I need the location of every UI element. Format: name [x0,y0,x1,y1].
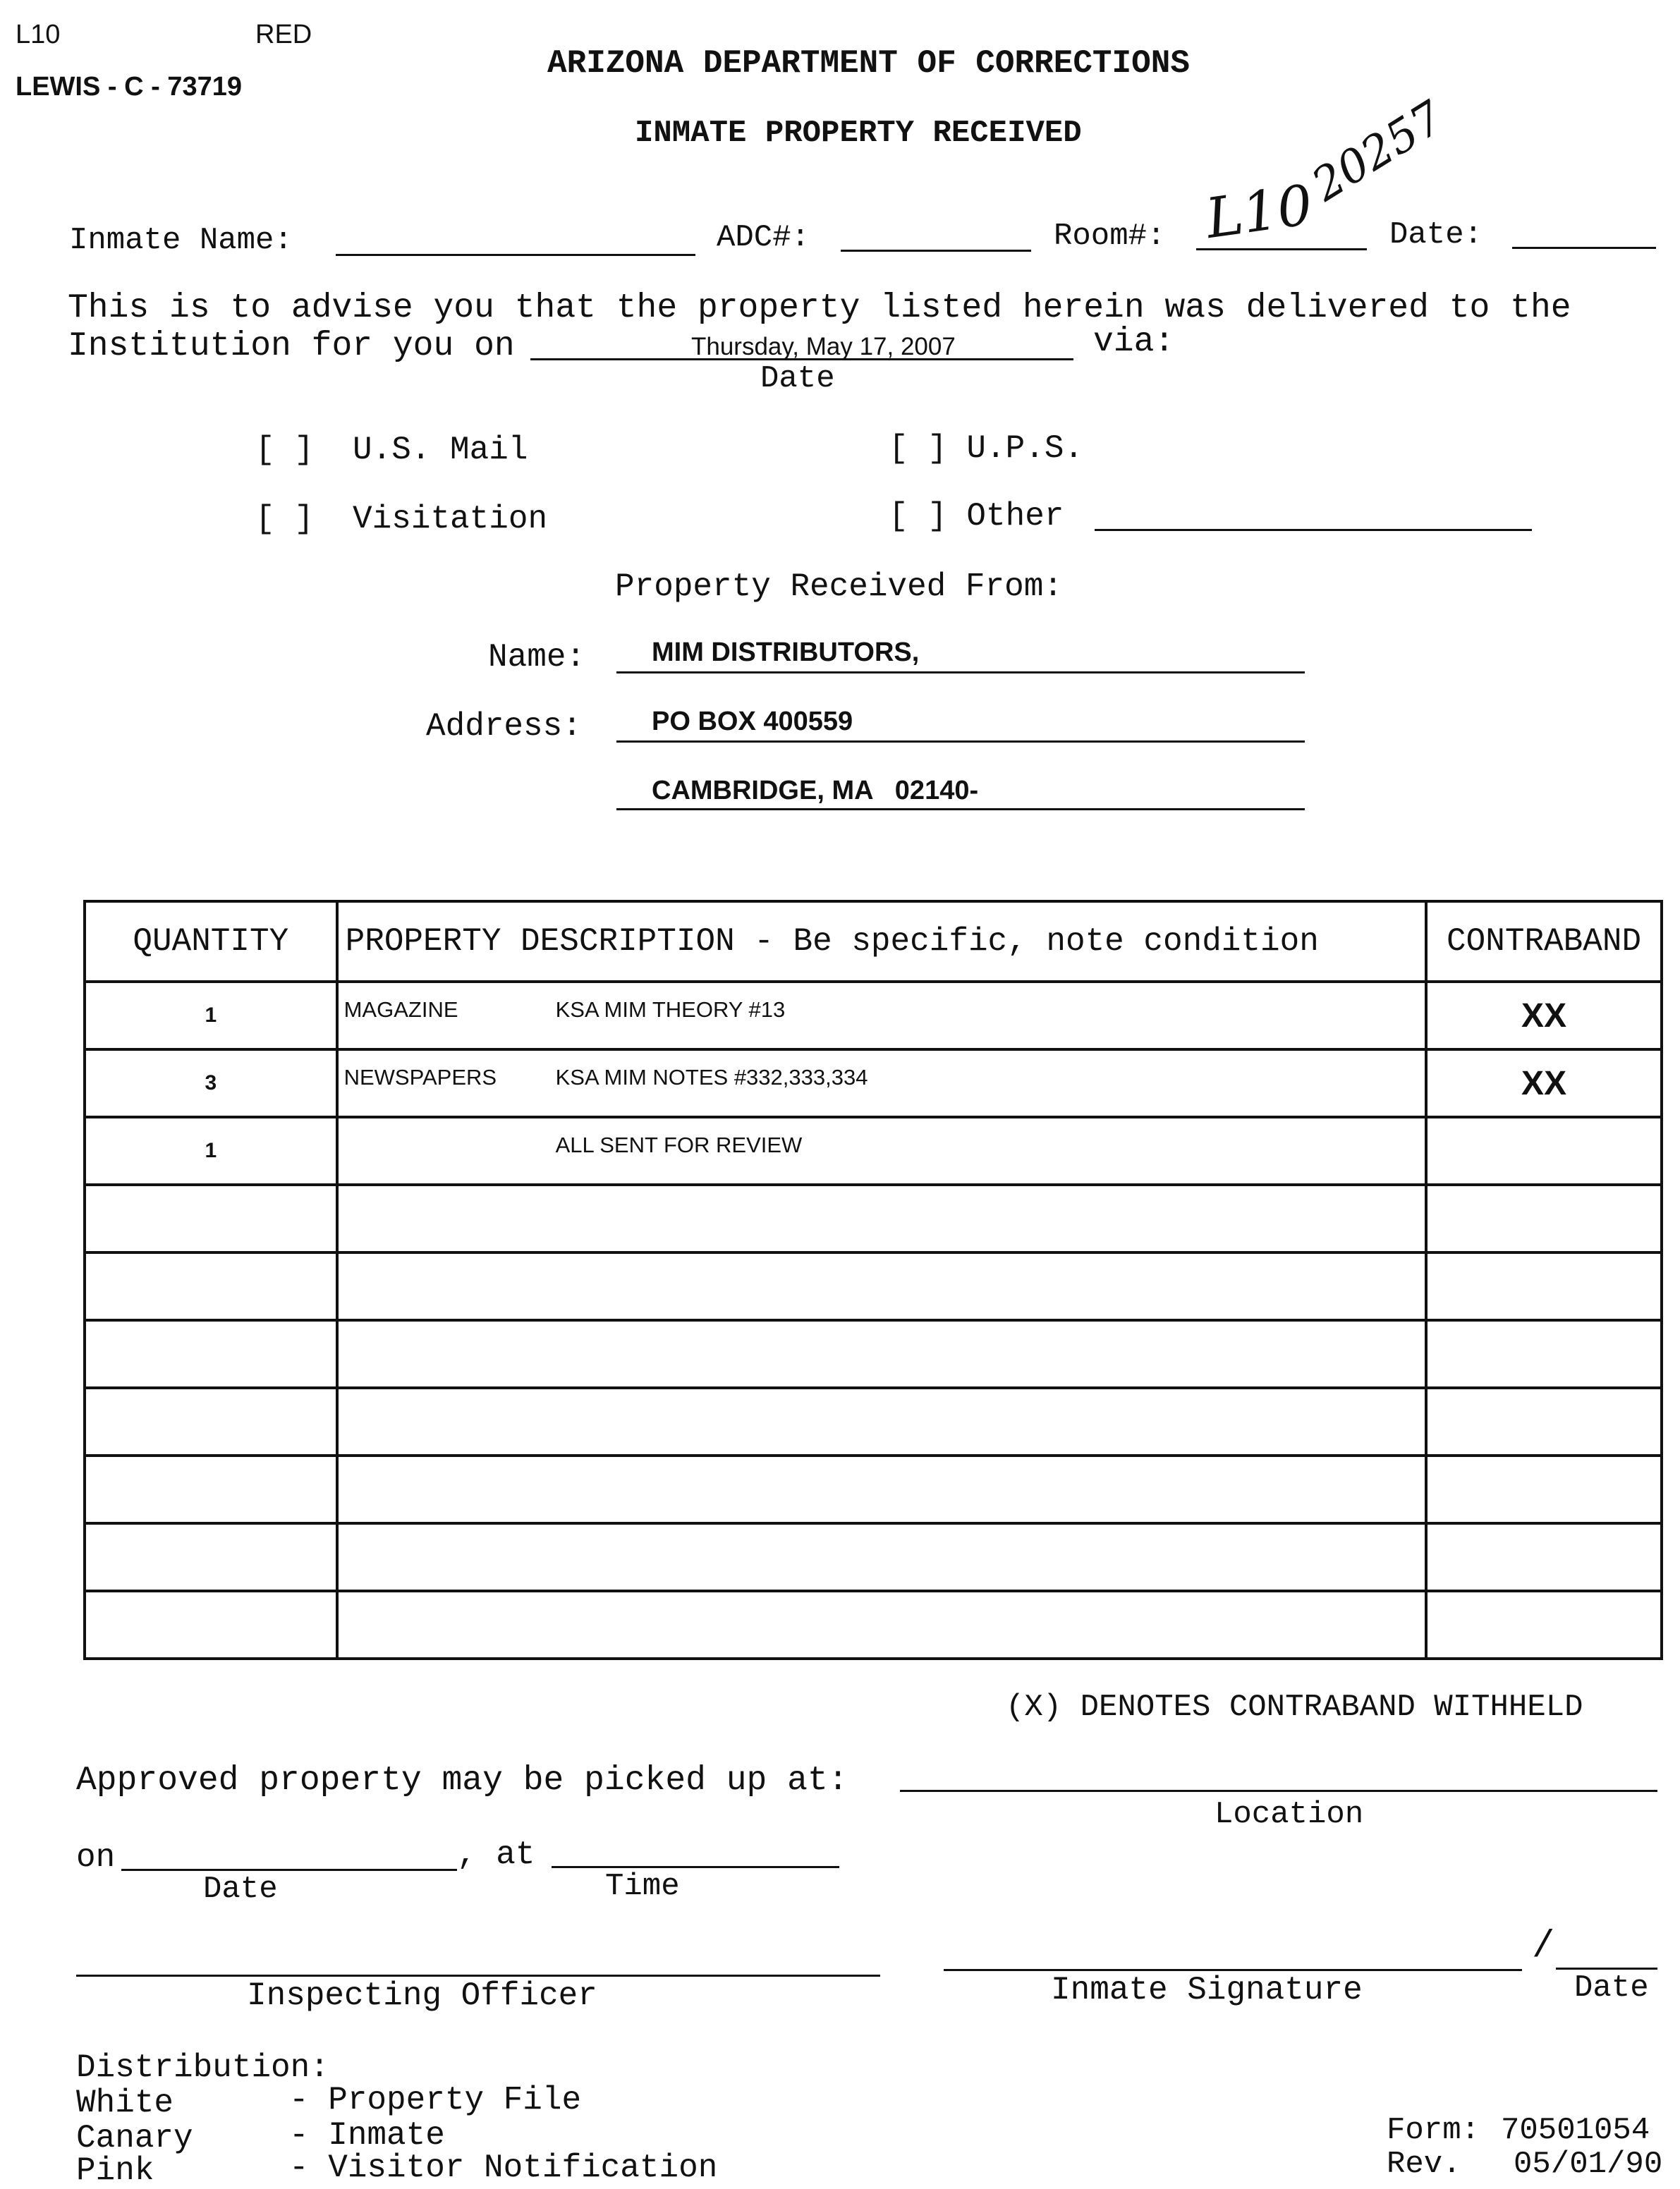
table-row [85,1117,1662,1185]
header-quantity: QUANTITY [85,901,337,982]
notice-line2-suffix: via: [1093,323,1175,361]
on-label: on [76,1839,116,1876]
pickup-time-caption: Time [605,1869,680,1904]
rev-date: 05/01/90 [1514,2147,1663,2182]
distribution-heading: Distribution: [76,2049,329,2086]
department-title: ARIZONA DEPARTMENT OF CORRECTIONS [547,45,1190,82]
checkbox-us-mail[interactable]: [ ] U.S. Mail [255,432,528,468]
header-description: PROPERTY DESCRIPTION - Be specific, note condition [337,901,1427,982]
room-handwritten: L10 [1202,173,1317,252]
distribution-copy: Canary [76,2120,193,2157]
checkbox-other[interactable]: [ ] Other [889,498,1064,535]
row-description: KSA MIM THEORY #13 [555,997,786,1022]
date-field[interactable] [1512,247,1656,249]
pickup-date-field[interactable] [121,1869,457,1871]
inmate-id-line: LEWIS - C - 73719 [16,72,242,102]
pickup-text: Approved property may be picked up at: [76,1762,848,1800]
row-contraband: XX [1426,982,1662,1049]
rev-label: Rev. [1387,2147,1461,2182]
notice-line2-prefix: Institution for you on [68,327,515,365]
inmate-signature-field[interactable] [944,1969,1522,1971]
table-row-empty [85,1388,1662,1456]
form-label: Form: [1387,2113,1480,2148]
distribution-copy: White [76,2085,174,2121]
corner-code: L10 [16,20,61,49]
row-description: KSA MIM NOTES #332,333,334 [555,1065,868,1090]
location-caption: Location [1215,1797,1364,1832]
table-header-row [85,901,1662,982]
table-row-empty [85,1185,1662,1252]
sender-name-line [616,671,1305,673]
date-label: Date: [1389,217,1483,252]
corner-color: RED [255,20,312,49]
sender-address-line2-rule [616,808,1305,810]
table-row-empty [85,1523,1662,1591]
table-row-empty [85,1456,1662,1523]
header-contraband: CONTRABAND [1426,901,1662,982]
pickup-time-field[interactable] [552,1866,839,1868]
row-contraband [1426,1117,1662,1185]
property-table [83,900,1663,1660]
form-number: 70501054 [1501,2113,1650,2148]
inmate-name-label: Inmate Name: [69,223,293,258]
row-quantity: 3 [85,1049,337,1117]
row-description: ALL SENT FOR REVIEW [555,1133,803,1157]
checkbox-visitation[interactable]: [ ] Visitation [255,501,548,537]
distribution-recipient: - Inmate [289,2117,445,2154]
checkbox-ups[interactable]: [ ] U.P.S. [889,430,1084,467]
date-caption: Date [760,361,835,396]
at-label: , at [457,1836,535,1873]
sender-name: MIM DISTRIBUTORS, [652,638,920,667]
distribution-recipient: - Visitor Notification [289,2150,718,2186]
table-row [85,982,1662,1049]
delivery-date: Thursday, May 17, 2007 [691,333,956,360]
sender-address-line1-rule [616,740,1305,743]
row-quantity: 1 [85,1117,337,1185]
table-row [85,1049,1662,1117]
signature-date-caption: Date [1574,1970,1649,2006]
sender-name-label: Name: [488,639,586,676]
distribution-recipient: - Property File [289,2082,582,2118]
table-row-empty [85,1591,1662,1659]
signature-date-field[interactable] [1556,1968,1657,1970]
adc-field[interactable] [841,250,1031,252]
pickup-date-caption: Date [203,1872,278,1907]
notice-line1: This is to advise you that the property listed herein was delivered to the [68,289,1571,327]
sender-address-label: Address: [426,708,582,745]
sender-address-line2: CAMBRIDGE, MA 02140- [652,776,979,805]
other-field[interactable] [1095,529,1532,531]
room-annotation: 20257 [1303,91,1453,212]
sender-address-line1: PO BOX 400559 [652,707,853,736]
signature-slash: / [1532,1925,1555,1968]
room-label: Room#: [1054,219,1166,254]
contraband-legend: (X) DENOTES CONTRABAND WITHHELD [1006,1690,1583,1725]
inmate-name-field[interactable] [336,254,695,256]
officer-signature-field[interactable] [76,1975,880,1977]
row-type: NEWSPAPERS [343,1065,497,1090]
officer-caption: Inspecting Officer [247,1977,597,2014]
form-title: INMATE PROPERTY RECEIVED [635,116,1082,151]
row-quantity: 1 [85,982,337,1049]
row-contraband: XX [1426,1049,1662,1117]
inmate-signature-caption: Inmate Signature [1051,1972,1363,2008]
row-type: MAGAZINE [343,997,458,1022]
distribution-copy: Pink [76,2152,154,2189]
sender-heading: Property Received From: [615,568,1063,605]
adc-label: ADC#: [717,220,810,255]
table-row-empty [85,1252,1662,1320]
pickup-location-field[interactable] [900,1790,1657,1792]
table-row-empty [85,1320,1662,1388]
